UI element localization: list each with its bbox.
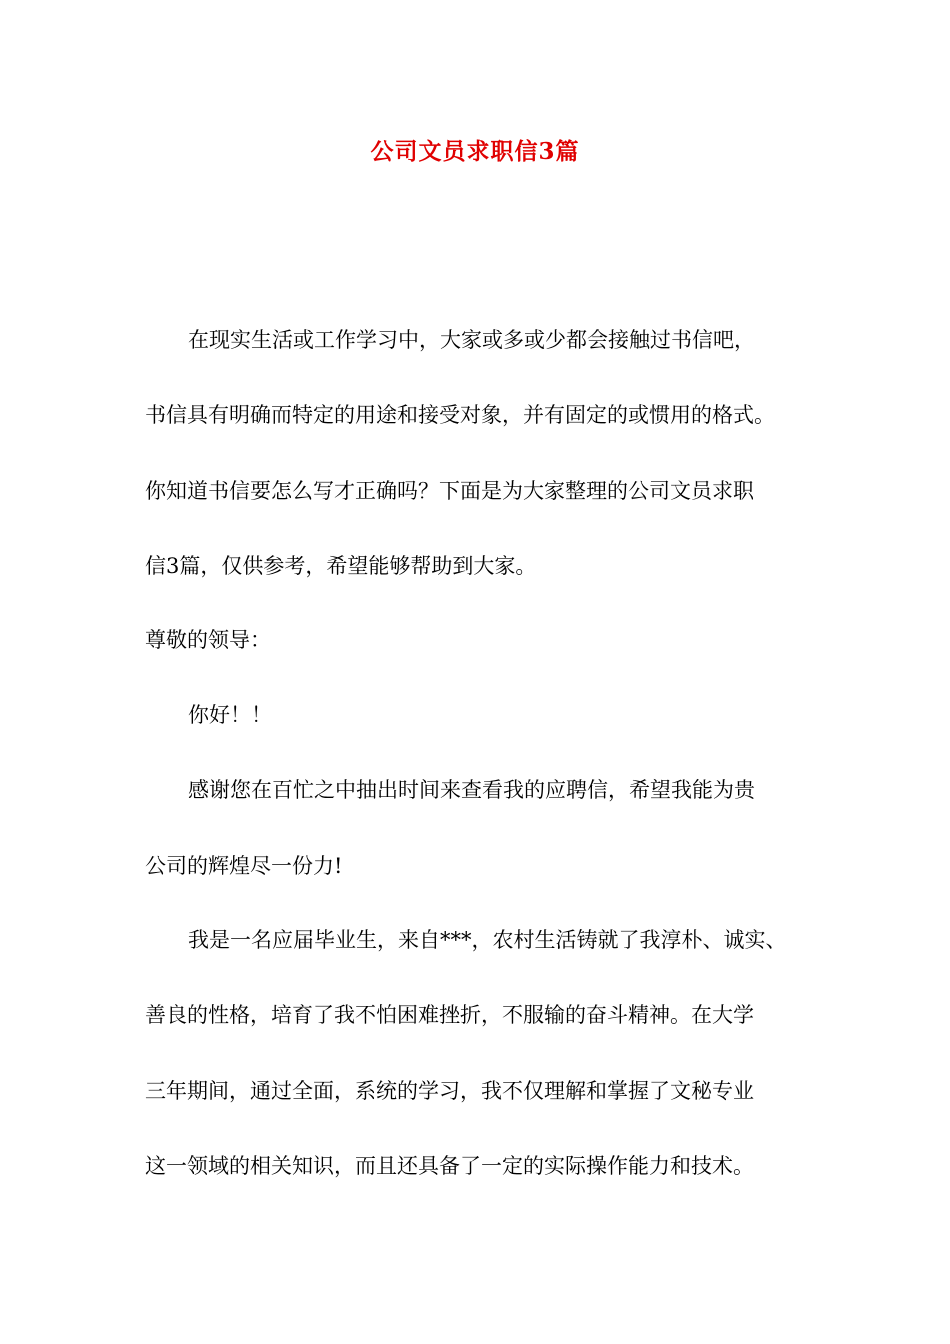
- paragraph-line: 你知道书信要怎么写才正确吗？下面是为大家整理的公司文员求职: [145, 479, 754, 503]
- greeting: 你好！！: [188, 703, 272, 727]
- salutation: 尊敬的领导：: [145, 628, 271, 652]
- paragraph-line: 这一领域的相关知识，而且还具备了一定的实际操作能力和技术。: [145, 1154, 754, 1178]
- paragraph-line: 书信具有明确而特定的用途和接受对象，并有固定的或惯用的格式。: [145, 403, 775, 427]
- paragraph-line: 善良的性格，培育了我不怕困难挫折，不服输的奋斗精神。在大学: [145, 1003, 754, 1027]
- paragraph-line: 三年期间，通过全面，系统的学习，我不仅理解和掌握了文秘专业: [145, 1079, 754, 1103]
- paragraph-line: 在现实生活或工作学习中，大家或多或少都会接触过书信吧，: [188, 328, 755, 352]
- paragraph-line: 感谢您在百忙之中抽出时间来查看我的应聘信，希望我能为贵: [188, 778, 755, 802]
- document-title: 公司文员求职信3篇: [370, 138, 580, 165]
- paragraph-line: 我是一名应届毕业生，来自***，农村生活铸就了我淳朴、诚实、: [188, 928, 787, 952]
- paragraph-line: 信3篇，仅供参考，希望能够帮助到大家。: [145, 554, 537, 578]
- paragraph-line: 公司的辉煌尽一份力!: [145, 854, 343, 878]
